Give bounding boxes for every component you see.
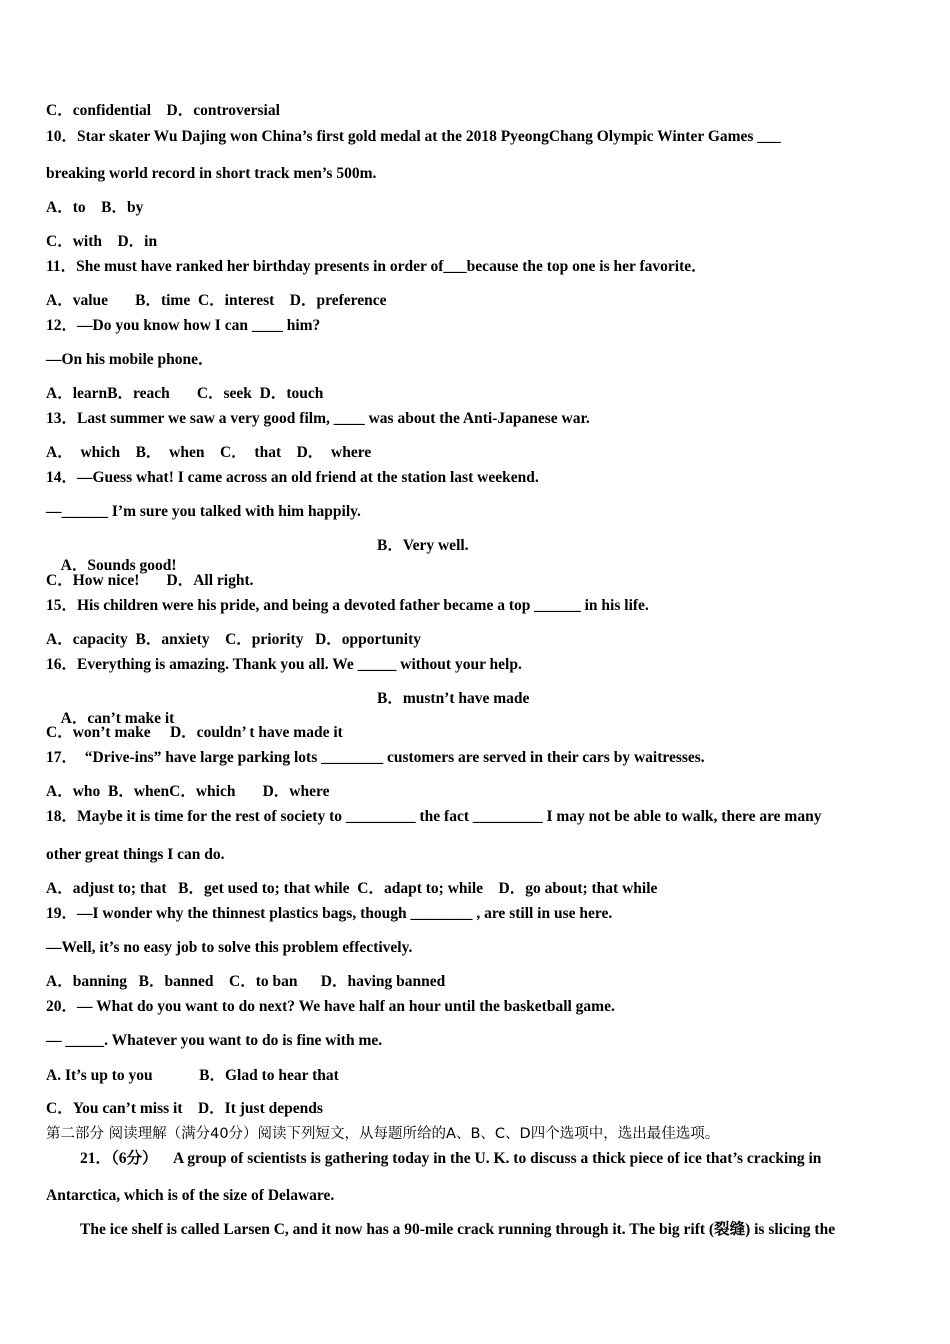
- question-20-reply: — _____. Whatever you want to do is fine with me.: [46, 1032, 383, 1049]
- section-heading-reading: 第二部分 阅读理解（满分40分）阅读下列短文，从每题所给的A、B、C、D四个选项中，选出最佳选项。: [46, 1126, 720, 1142]
- question-18-continued: other great things I can do.: [46, 846, 225, 863]
- question-20: 20．— What do you want to do next? We have half an hour until the basketball game.: [46, 998, 615, 1015]
- question-14-reply: —______ I’m sure you talked with him happily.: [46, 503, 361, 520]
- option-line-q14-cd: C．How nice! D．All right.: [46, 572, 254, 589]
- option-line-q11: A．value B．time C．interest D．preference: [46, 292, 387, 309]
- option-a: A．Sounds good!: [60, 557, 177, 574]
- question-21-passage: 21．（6分） A group of scientists is gathering today in the U. K. to discuss a thick piece of ice that’s cracking in: [80, 1150, 822, 1167]
- question-17: 17． “Drive-ins” have large parking lots ________ customers are served in their cars by waitresses.: [46, 749, 705, 766]
- option-line-q20-ab: A. It’s up to you B．Glad to hear that: [46, 1067, 339, 1084]
- option-line-q12: A．learnB．reach C．seek D．touch: [46, 385, 324, 402]
- option-line-q18: A．adjust to; that B．get used to; that while C．adapt to; while D．go about; that while: [46, 880, 658, 897]
- question-18: 18．Maybe it is time for the rest of society to _________ the fact _________ I may not be able to walk, there are many: [46, 808, 822, 825]
- passage-line: Antarctica, which is of the size of Delaware.: [46, 1187, 335, 1204]
- option-line-q13: A． which B． when C． that D． where: [46, 444, 372, 461]
- option-line-q17: A．who B．whenC．which D．where: [46, 783, 330, 800]
- option-line-q19: A．banning B．banned C．to ban D．having banned: [46, 973, 446, 990]
- question-11: 11．She must have ranked her birthday presents in order of___because the top one is her favorite．: [46, 258, 707, 275]
- question-14: 14．—Guess what! I came across an old friend at the station last weekend.: [46, 469, 539, 486]
- passage-paragraph: The ice shelf is called Larsen C, and it now has a 90-mile crack running through it. The big rift (裂缝) is slicing the: [80, 1221, 836, 1238]
- question-12: 12．—Do you know how I can ____ him?: [46, 317, 321, 334]
- question-19: 19．—I wonder why the thinnest plastics bags, though ________ , are still in use here.: [46, 905, 613, 922]
- option-b: B．mustn’t have made: [377, 690, 530, 707]
- question-10: 10．Star skater Wu Dajing won China’s first gold medal at the 2018 PyeongChang Olympic Winter Games ___: [46, 128, 781, 145]
- option-line-q10-cd: C．with D．in: [46, 233, 158, 250]
- option-line-q15: A．capacity B．anxiety C．priority D．opportunity: [46, 631, 422, 648]
- question-19-reply: —Well, it’s no easy job to solve this problem effectively.: [46, 939, 413, 956]
- option-line-q20-cd: C．You can’t miss it D．It just depends: [46, 1100, 323, 1117]
- option-line-q10-ab: A．to B．by: [46, 199, 144, 216]
- question-16: 16．Everything is amazing. Thank you all. We _____ without your help.: [46, 656, 522, 673]
- question-13: 13．Last summer we saw a very good film, ____ was about the Anti-Japanese war.: [46, 410, 590, 427]
- question-15: 15．His children were his pride, and being a devoted father became a top ______ in his life.: [46, 597, 649, 614]
- option-a: A．can’t make it: [60, 710, 175, 727]
- question-12-reply: —On his mobile phone．: [46, 351, 214, 368]
- question-10-continued: breaking world record in short track men’s 500m.: [46, 165, 377, 182]
- option-b: B．Very well.: [377, 537, 469, 554]
- option-line-q16-cd: C．won’t make D．couldn’ t have made it: [46, 724, 343, 741]
- option-line-q9-cd: C．confidential D．controversial: [46, 102, 280, 119]
